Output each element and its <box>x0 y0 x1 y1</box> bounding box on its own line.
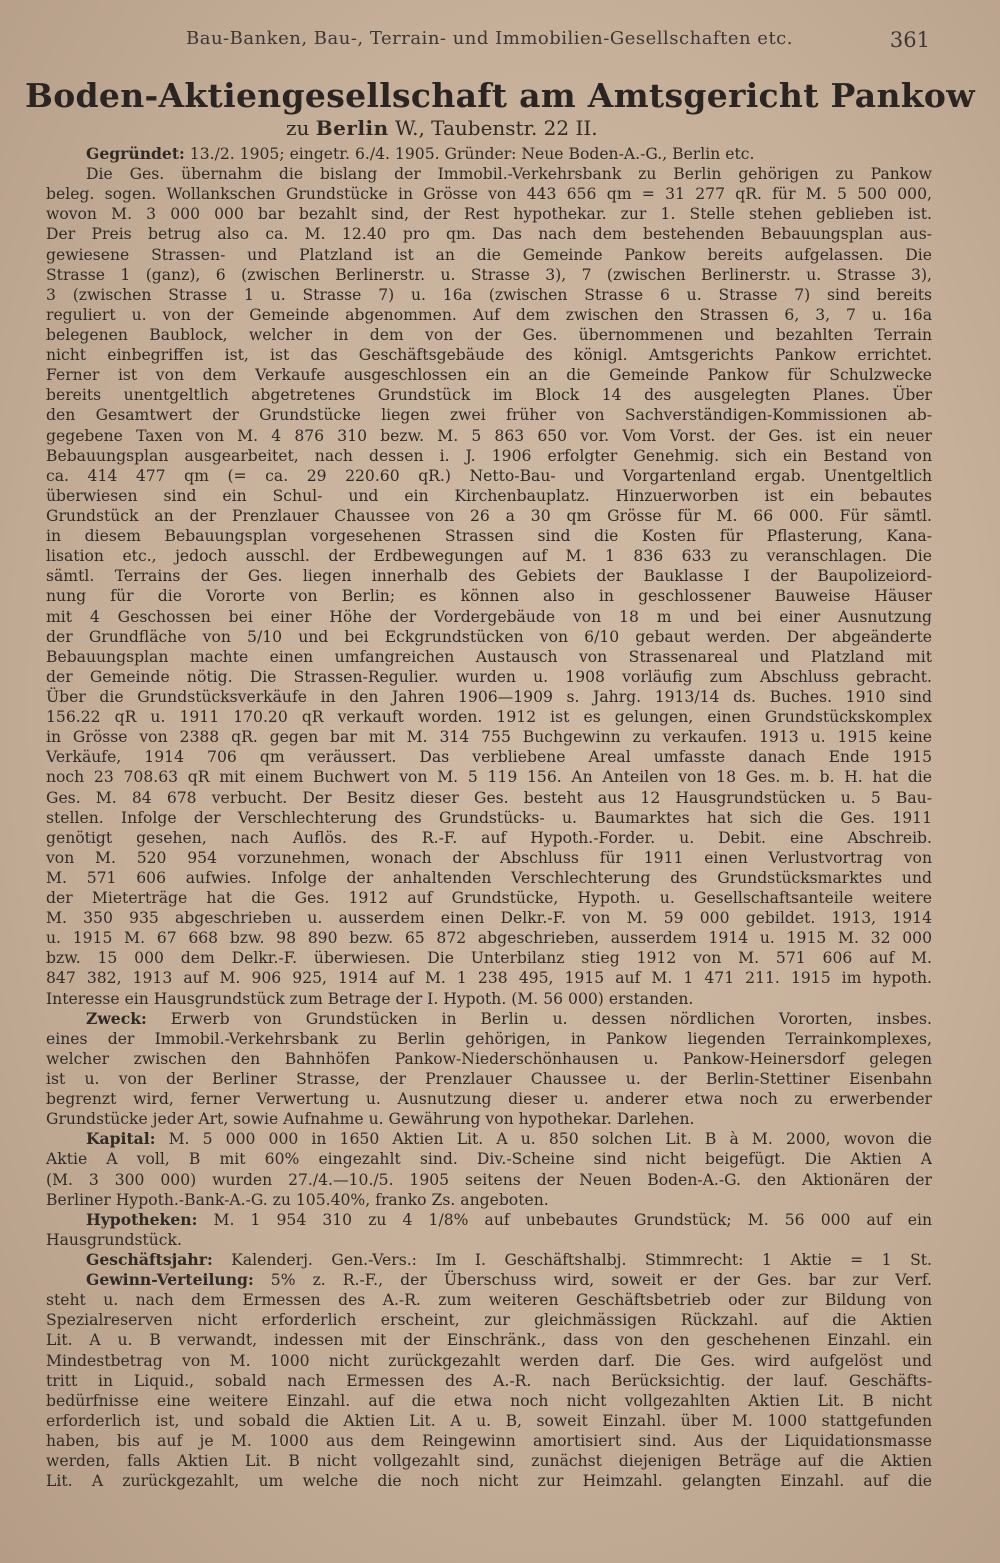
text-line <box>46 1411 932 1431</box>
text-line <box>46 888 932 908</box>
text-line <box>46 1270 932 1290</box>
line-text: 847 382, 1913 auf M. 906 925, 1914 auf M. 1 238 495, 1915 auf M. 1 471 211. 1915 im hypoth. <box>46 969 932 988</box>
line-text: eines der Immobil.-Verkehrsbank zu Berlin gehörigen, in Pankow liegenden Terrainkomplexes, <box>46 1029 932 1048</box>
text-line <box>46 365 932 385</box>
line-text: Hausgrundstück. <box>46 1230 182 1249</box>
text-line <box>46 808 932 828</box>
line-text: M. 571 606 aufwies. Infolge der anhaltenden Verschlechterung des Grundstücksmarktes und <box>46 868 932 887</box>
text-line <box>46 989 932 1009</box>
text-line <box>46 285 932 305</box>
line-text: genötigt gesehen, nach Auflös. des R.-F. auf Hypoth.-Forder. u. Debit. eine Abschreib. <box>46 828 932 847</box>
company-location <box>286 116 598 140</box>
line-text: Strasse 1 (ganz), 6 (zwischen Berlinerstr. u. Strasse 3), 7 (zwischen Berlinerstr. u. Strasse 3), <box>46 265 932 284</box>
line-text: haben, bis auf je M. 1000 aus dem Reingewinn amortisiert sind. Aus der Liquidationsmasse <box>46 1432 932 1450</box>
line-text: nung für die Vororte von Berlin; es können also in geschlossener Bauweise Häuser <box>46 587 932 606</box>
line-text: erforderlich ist, und sobald die Aktien Lit. A u. B, soweit Einzahl. über M. 1000 stattgefunden <box>46 1411 932 1430</box>
line-text: M. 350 935 abgeschrieben u. ausserdem einen Delkr.-F. von M. 59 000 gebildet. 1913, 1914 <box>46 909 932 928</box>
text-line <box>46 968 932 988</box>
line-text: bedürfnisse eine weitere Einzahl. auf die etwa noch nicht vollgezahlten Aktien Lit. B nicht <box>46 1391 932 1410</box>
text-line <box>46 627 932 647</box>
line-text: in Grösse von 2388 qR. gegen bar mit M. 314 755 Buchgewinn zu verkaufen. 1913 u. 1915 keine <box>46 728 932 747</box>
text-line <box>46 506 932 526</box>
line-text: belegenen Baublock, welcher in dem von der Ges. übernommenen und bezahlten Terrain <box>46 325 932 344</box>
text-line <box>46 948 932 968</box>
text-line <box>46 204 932 224</box>
text-line <box>46 164 932 184</box>
line-text: mit 4 Geschossen bei einer Höhe der Vordergebäude von 18 m und bei einer Ausnutzung <box>46 607 932 626</box>
line-text: Erwerb von Grundstücken in Berlin u. dessen nördlichen Vororten, insbes. <box>146 1009 932 1028</box>
line-text: Mindestbetrag von M. 1000 nicht zurückgezahlt werden darf. Die Ges. wird aufgelöst und <box>46 1351 932 1370</box>
line-text: 13./2. 1905; eingetr. 6./4. 1905. Gründer: Neue Boden-A.-G., Berlin etc. <box>184 145 755 163</box>
line-text: wovon M. 3 000 000 bar bezahlt sind, der Rest hypothekar. zur 1. Stelle stehen geblieben ist. <box>46 205 932 224</box>
location-address: W., Taubenstr. 22 II. <box>395 116 598 140</box>
text-line <box>46 305 932 325</box>
text-line <box>46 245 932 265</box>
line-text: Über die Grundstücksverkäufe in den Jahren 1906—1909 s. Jahrg. 1913/14 ds. Buches. 1910 sind <box>46 687 932 706</box>
line-text: noch 23 708.63 qR mit einem Buchwert von M. 5 119 156. An Anteilen von 18 Ges. m. b. H. hat die <box>46 768 932 787</box>
text-line <box>46 586 932 606</box>
line-text: M. 5 000 000 in 1650 Aktien Lit. A u. 850 solchen Lit. B à M. 2000, wovon die <box>155 1130 932 1149</box>
line-text: 3 (zwischen Strasse 1 u. Strasse 7) u. 16a (zwischen Strasse 6 u. Strasse 7) sind bereits <box>46 285 932 304</box>
section-label: Geschäftsjahr: <box>86 1250 213 1270</box>
text-line <box>46 828 932 848</box>
line-text: Aktie A voll, B mit 60% eingezahlt sind. Div.-Scheine sind nicht beigefügt. Die Aktien A <box>46 1150 932 1169</box>
line-text: begrenzt wird, ferner Verwertung u. Ausnutzung dieser u. anderer etwa noch zu erwerbender <box>46 1090 932 1109</box>
line-text: der Gemeinde nötig. Die Strassen-Regulier. wurden u. 1908 vorläufig zum Abschluss gebracht. <box>46 667 932 686</box>
text-line <box>46 788 932 808</box>
text-line <box>46 1250 932 1270</box>
line-text: tritt in Liquid., sobald nach Ermessen des A.-R. nach Berücksichtig. der lauf. Geschäfts- <box>46 1371 932 1390</box>
section-label: Zweck: <box>86 1008 147 1028</box>
text-line <box>46 928 932 948</box>
line-text: Ferner ist von dem Verkaufe ausgeschlossen ein an die Gemeinde Pankow für Schulzwecke <box>46 366 932 385</box>
text-line <box>46 1471 932 1491</box>
line-text: Ges. M. 84 678 verbucht. Der Besitz dieser Ges. besteht aus 12 Hausgrundstücken u. 5 Bau- <box>46 788 932 807</box>
text-line <box>46 224 932 244</box>
text-line <box>46 526 932 546</box>
text-line <box>46 767 932 787</box>
text-line <box>46 1431 932 1451</box>
text-line <box>46 747 932 767</box>
text-line <box>46 1009 932 1029</box>
text-line <box>46 1210 932 1230</box>
line-text: (M. 3 300 000) wurden 27./4.—10./5. 1905 seitens der Neuen Boden-A.-G. den Aktionären der <box>46 1170 932 1189</box>
line-text: Kalenderj. Gen.-Vers.: Im I. Geschäftshalbj. Stimmrecht: 1 Aktie = 1 St. <box>212 1251 932 1270</box>
line-text: Bebauungsplan machte einen umfangreichen Austausch von Strassenareal und Platzland mit <box>46 647 932 666</box>
section-label: Gegründet: <box>86 144 185 163</box>
line-text: der Grundfläche von 5/10 und bei Eckgrundstücken von 6/10 gebaut werden. Der abgeänderte <box>46 627 932 646</box>
text-line <box>46 486 932 506</box>
line-text: in diesem Bebauungsplan vorgesehenen Strassen sind die Kosten für Pflasterung, Kana- <box>46 527 932 546</box>
text-line <box>46 1330 932 1350</box>
text-line <box>46 848 932 868</box>
text-line <box>46 466 932 486</box>
line-text: Spezialreserven nicht erforderlich erscheint, zur gleichmässigen Rückzahl. auf die Aktien <box>46 1311 932 1330</box>
line-text: u. 1915 M. 67 668 bzw. 98 890 bezw. 65 872 abgeschrieben, ausserdem 1914 u. 1915 M. 32 000 <box>46 929 932 948</box>
text-line <box>46 707 932 727</box>
text-line <box>46 1230 932 1250</box>
line-text: beleg. sogen. Wollankschen Grundstücke in Grösse von 443 656 qm = 31 277 qR. für M. 5 500 000, <box>46 185 932 204</box>
line-text: Lit. A u. B verwandt, indessen mit der Einschränk., dass von den geschehenen Einzahl. ein <box>46 1331 932 1350</box>
text-line <box>46 667 932 687</box>
line-text: ca. 414 477 qm (= ca. 29 220.60 qR.) Netto-Bau- und Vorgartenland ergab. Unentgeltlich <box>46 466 932 485</box>
text-line <box>46 1391 932 1411</box>
line-text: Interesse ein Hausgrundstück zum Betrage der I. Hypoth. (M. 56 000) erstanden. <box>46 989 694 1008</box>
line-text: bereits unentgeltlich abgetretenes Grundstück im Block 14 des ausgelegten Planes. Über <box>46 386 932 405</box>
text-line <box>46 184 932 204</box>
company-title: Boden-Aktiengesellschaft am Amtsgericht Pankow <box>25 76 975 115</box>
text-line <box>46 868 932 888</box>
text-line <box>46 1190 932 1210</box>
line-text: Der Preis betrug also ca. M. 12.40 pro qm. Das nach dem bestehenden Bebauungsplan aus- <box>46 225 932 244</box>
line-text: werden, falls Aktien Lit. B nicht vollgezahlt sind, zunächst diejenigen Beträge auf die Aktien <box>46 1452 932 1471</box>
body-text <box>46 144 932 1491</box>
text-line <box>46 566 932 586</box>
line-text: stellen. Infolge der Verschlechterung des Grundstücks- u. Baumarktes hat sich die Ges. 1911 <box>46 808 932 827</box>
line-text: 5% z. R.-F., der Überschuss wird, soweit er der Ges. bar zur Verf. <box>253 1271 932 1290</box>
text-line <box>46 144 932 164</box>
text-line <box>46 908 932 928</box>
line-text: von M. 520 954 vorzunehmen, wonach der Abschluss für 1911 einen Verlustvortrag von <box>46 848 932 867</box>
line-text: ist u. von der Berliner Strasse, der Prenzlauer Chaussee u. der Berlin-Stettiner Eisenbahn <box>46 1070 932 1089</box>
section-label: Hypotheken: <box>86 1209 198 1229</box>
line-text: sämtl. Terrains der Ges. liegen innerhalb des Gebiets der Bauklasse I der Baupolizeiord- <box>46 567 932 586</box>
line-text: Grundstücke jeder Art, sowie Aufnahme u. Gewährung von hypothekar. Darlehen. <box>46 1110 695 1129</box>
text-line <box>46 265 932 285</box>
text-line <box>46 1089 932 1109</box>
text-line <box>46 1351 932 1371</box>
line-text: gewiesene Strassen- und Platzland ist an die Gemeinde Pankow bereits aufgelassen. Die <box>46 245 932 264</box>
line-text: der Mieterträge hat die Ges. 1912 auf Grundstücke, Hypoth. u. Gesellschaftsanteile weitere <box>46 889 932 908</box>
line-text: gegebene Taxen von M. 4 876 310 bezw. M. 5 863 650 vor. Vom Vorst. der Ges. ist ein neuer <box>46 426 932 445</box>
line-text: Die Ges. übernahm die bislang der Immobil.-Verkehrsbank zu Berlin gehörigen zu Pankow <box>86 165 932 184</box>
line-text: Bebauungsplan ausgearbeitet, nach dessen i. J. 1906 erfolgter Genehmig. sich ein Bestand von <box>46 446 932 465</box>
line-text: überwiesen sind ein Schul- und ein Kirchenbauplatz. Hinzuerworben ist ein bebautes <box>46 486 932 505</box>
line-text: Lit. A zurückgezahlt, um welche die noch nicht zur Heimzahl. gelangten Einzahl. auf die <box>46 1472 932 1491</box>
text-line <box>46 405 932 425</box>
text-line <box>46 1371 932 1391</box>
text-line <box>46 1069 932 1089</box>
line-text: Verkäufe, 1914 706 qm veräussert. Das verbliebene Areal umfasste danach Ende 1915 <box>46 748 932 767</box>
text-line <box>46 1129 932 1149</box>
section-label: Kapital: <box>86 1129 156 1149</box>
line-text: lisation etc., jedoch ausschl. der Erdbewegungen auf M. 1 836 633 zu veranschlagen. Die <box>46 547 932 566</box>
text-line <box>46 1310 932 1330</box>
text-line <box>46 1170 932 1190</box>
page-number: 361 <box>889 28 930 52</box>
text-line <box>46 687 932 707</box>
line-text: Grundstück an der Prenzlauer Chaussee von 26 a 30 qm Grösse für M. 66 000. Für sämtl. <box>46 506 932 525</box>
line-text: 156.22 qR u. 1911 170.20 qR verkauft worden. 1912 ist es gelungen, einen Grundstückskomplex <box>46 708 932 727</box>
line-text: welcher zwischen den Bahnhöfen Pankow-Niederschönhausen u. Pankow-Heinersdorf gelegen <box>46 1049 932 1068</box>
text-line <box>46 1290 932 1310</box>
text-line <box>46 1451 932 1471</box>
text-line <box>46 1149 932 1169</box>
line-text: M. 1 954 310 zu 4 1/8% auf unbebautes Grundstück; M. 56 000 auf ein <box>197 1210 932 1229</box>
line-text: reguliert u. von der Gemeinde abgenommen. Auf dem zwischen den Strassen 6, 3, 7 u. 16a <box>46 305 932 324</box>
text-line <box>46 325 932 345</box>
line-text: Berliner Hypoth.-Bank-A.-G. zu 105.40%, franko Zs. angeboten. <box>46 1190 549 1209</box>
text-line <box>46 546 932 566</box>
line-text: den Gesamtwert der Grundstücke liegen zwei früher von Sachverständigen-Kommissionen ab- <box>46 406 932 425</box>
line-text: bzw. 15 000 dem Delkr.-F. überwiesen. Die Unterbilanz stieg 1912 von M. 571 606 auf M. <box>46 949 932 968</box>
text-line <box>46 607 932 627</box>
location-prefix: zu <box>286 116 310 140</box>
text-line <box>46 647 932 667</box>
text-line <box>46 345 932 365</box>
section-label: Gewinn-Verteilung: <box>86 1270 254 1290</box>
text-line <box>46 1029 932 1049</box>
line-text: steht u. nach dem Ermessen des A.-R. zum weiteren Geschäftsbetrieb oder zur Bildung von <box>46 1291 932 1310</box>
location-city: Berlin <box>315 116 389 140</box>
running-head: Bau-Banken, Bau-, Terrain- und Immobilien-Gesellschaften etc. <box>186 28 793 49</box>
text-line <box>46 1109 932 1129</box>
text-line <box>46 1049 932 1069</box>
line-text: nicht einbegriffen ist, ist das Geschäftsgebäude des königl. Amtsgerichts Pankow errichtet. <box>46 346 932 365</box>
text-line <box>46 727 932 747</box>
text-line <box>46 426 932 446</box>
text-line <box>46 446 932 466</box>
text-line <box>46 385 932 405</box>
